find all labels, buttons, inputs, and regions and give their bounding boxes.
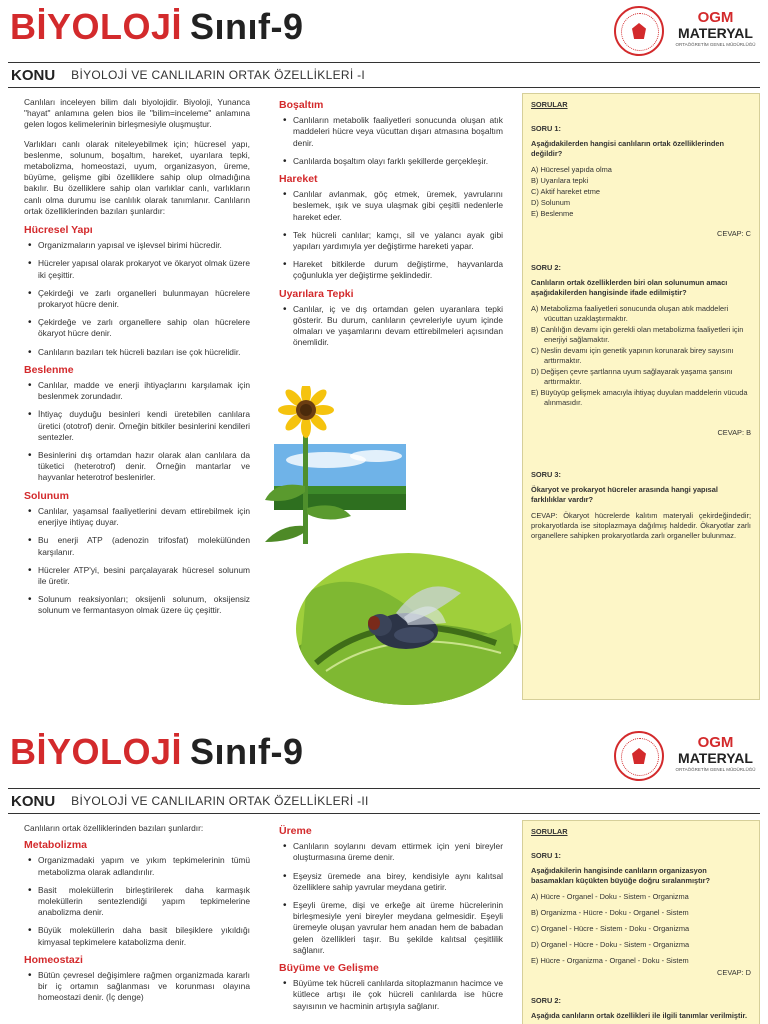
bullet-list-homeostazi [24, 970, 250, 1004]
bullet-list-solunum [24, 506, 250, 617]
question-1: SORU 1: Aşağıdakilerden hangisi canlıların ortak özelliklerinden değildir? A) Hücresel yapıda olma B) Uyarılara tepki C) Aktif hareket etme D) Solunum E) Beslenme CEVAP: C [531, 124, 751, 238]
list-item: • Organizmaların yapısal ve işlevsel birimi hücredir. [24, 240, 250, 251]
list-item: • Bütün çevresel değişimlere rağmen organizmada kararlı bir iç ortamın sağlanması ve korunması olayına homeostazi denir. (İç denge) [24, 970, 250, 1004]
list-item: • Hücreler ATP'yi, besini parçalayarak hücresel solunum ile üretir. [24, 565, 250, 587]
list-item: • Tek hücreli canlılar; kamçı, sil ve yalancı ayak gibi yapıları yardımıyla yer değiştirme hareketi yapar. [279, 230, 503, 252]
list-item: • Hareket bitkilerde durum değiştirme, hayvanlarda çoğunlukla yer değiştirme şeklindedir. [279, 259, 503, 281]
column-middle [279, 94, 503, 356]
page-title: BİYOLOJİ Sınıf-9 [10, 731, 304, 772]
list-item: • Çekirdeğe ve zarlı organellere sahip olan hücrelere ökaryot hücre denir. [24, 317, 250, 339]
bullet-list-bosaltim [279, 115, 503, 167]
list-item: • Hücreler yapısal olarak prokaryot ve ökaryot olmak üzere iki çeşittir. [24, 258, 250, 280]
list-item: • Çekirdeği ve zarlı organelleri bulunmayan hücrelere prokaryot hücre denir. [24, 288, 250, 310]
question-2: SORU 2: Canlıların ortak özelliklerden biri olan solunumun amacı aşağıdakilerden hangisinde ifade edilmiştir? A) Metabolizma faaliyetleri sonucunda oluşan atık maddeleri vücuttan uzaklaştırmaktır. B) Canlılığın devamı için gerekli olan metabolizma faaliyetleri için enerjiyi sağlamaktır. C) Neslin devamı için genetik yapının korunarak birey sayısını arttırmaktır. D) Değişen çevre şartlarına uyum sağlayarak yaşama şansını arttırmaktır. E) Büyüyüp gelişmek amacıyla ihtiyaç duyulan maddelerin vücuda alınmasıdır. CEVAP: B [531, 263, 751, 437]
list-item: • Canlılarda boşaltım olayı farklı şekillerde gerçekleşir. [279, 156, 503, 167]
questions-box [522, 93, 760, 700]
answer-option: A) Hücresel yapıda olma [531, 165, 612, 174]
list-item: • Canlıların soylarını devam ettirmek için yeni bireyler oluşturmasına üreme denir. [279, 841, 503, 863]
topic-bar: KONU BİYOLOJİ VE CANLILARIN ORTAK ÖZELLİKLERİ -II [8, 788, 760, 814]
section-heading-beslenme: Beslenme [24, 363, 74, 376]
bullet-list-uyarilar [279, 304, 503, 349]
meb-seal-logo [614, 731, 664, 781]
intro-paragraph: Canlıların ortak özelliklerinden bazıları şunlardır: [24, 823, 204, 833]
answer-option: D) Organel - Hücre - Doku - Sistem - Organizma [531, 940, 690, 949]
bullet-list-buyume [279, 978, 503, 1012]
answer-option: A) Metabolizma faaliyetleri sonucunda oluşan atık maddeleri vücuttan uzaklaştırmaktır. [531, 304, 729, 323]
answer-option: C) Aktif hareket etme [531, 187, 601, 196]
list-item: • Canlılar avlanmak, göç etmek, üremek, yavrularını beslemek, ışık ve suya ulaşmak gibi çeşitli nedenlerle hareket eder. [279, 189, 503, 223]
flytrap-fly-image [296, 553, 521, 705]
questions-heading: SORULAR [531, 827, 568, 836]
intro-paragraph: Canlıları inceleyen bilim dalı biyolojidir. Biyoloji, Yunanca "hayat" anlamına gelen bios ile "bilim=inceleme" anlamına gelen logos kelimelerinin birleşmesiyle oluşmuştur. [24, 97, 250, 130]
ogm-materyal-logo: OGM MATERYAL ORTAÖĞRETİM GENEL MÜDÜRLÜĞÜ [675, 734, 756, 772]
list-item: • Büyük moleküllerin daha basit bileşiklere yıkıldığı kimyasal tepkimelere katabolizma denir. [24, 925, 250, 947]
answer-option: E) Beslenme [531, 209, 574, 218]
answer-key: CEVAP: D [717, 968, 751, 977]
question-2: SORU 2: Aşağıda canlıların ortak özellikleri ile ilgili tanımlar verilmiştir. [531, 996, 751, 1021]
section-heading-hareket: Hareket [279, 173, 318, 186]
bullet-list-ureme [279, 841, 503, 956]
answer-key: CEVAP: Ökaryot hücrelerde kalıtım materyali çekirdeğindedir; prokaryotlarda ise sitoplazmaya dağılmış haldedir. Ökaryotlar zarlı organellere sahipken prokaryotlarda zarlı organeller bulunmaz. [531, 511, 751, 540]
bullet-list-metabolizma [24, 855, 250, 947]
question-1: SORU 1: Aşağıdakilerin hangisinde canlıların organizasyon basamakları küçükten büyüğe doğru sıralanmıştır? A) Hücre - Organel - Doku - Sistem - Organizma B) Organizma - Hücre - Doku - Organel - Sistem C) Organel - Hücre - Sistem - Doku - Organizma D) Organel - Hücre - Doku - Sistem - Organizma E) Hücre - Organizma - Organel - Doku - Sistem CEVAP: D [531, 851, 751, 977]
list-item: • İhtiyaç duyduğu besinleri kendi üretebilen canlılara üretici (ototrof) denir. Örneğin bitkiler besinlerini kendileri sentezler. [24, 409, 250, 443]
list-item: • Canlılar, madde ve enerji ihtiyaçlarını karşılamak için beslenmek zorundadır. [24, 380, 250, 402]
section-heading-homeostazi: Homeostazi [24, 953, 83, 966]
section-heading-uyarilar: Uyarılara Tepki [279, 287, 354, 300]
list-item: • Canlılar, yaşamsal faaliyetlerini devam ettirebilmek için enerjiye ihtiyaç duyar. [24, 506, 250, 528]
column-left [24, 97, 250, 624]
answer-key: CEVAP: C [717, 229, 751, 238]
answer-option: B) Uyarılara tepki [531, 176, 589, 185]
question-text: Ökaryot ve prokaryot hücreler arasında hangi yapısal farklılıklar vardır? [531, 485, 718, 504]
list-item: • Büyüme tek hücreli canlılarda sitoplazmanın hacimce ve kütlece artışı ile çok hücreli canlılarda ise hücre sayısının ve hacminin artışıyla sağlanır. [279, 978, 503, 1012]
column-middle [279, 820, 503, 1019]
answer-option: C) Organel - Hücre - Sistem - Doku - Organizma [531, 924, 690, 933]
list-item: • Eşeyli üreme, dişi ve erkeğe ait üreme hücrelerinin birleşmesiyle yeni bireyler meydana gelmesidir. Eşeyli üremeyle oluşan yavrular hem anadan hem de babadan gelen özellikleri taşır. Bu şekilde kalıtsal çeşitlilik sağlanır. [279, 900, 503, 956]
question-text: Canlıların ortak özelliklerden biri olan solunumun amacı aşağıdakilerden hangisinde ifade edilmiştir? [531, 278, 728, 297]
list-item: • Bu enerji ATP (adenozin trifosfat) molekülünden karşılanır. [24, 535, 250, 557]
section-heading-buyume: Büyüme ve Gelişme [279, 962, 379, 975]
page-header [0, 0, 768, 62]
answer-option: A) Hücre - Organel - Doku - Sistem - Organizma [531, 892, 689, 901]
column-left [24, 823, 250, 1011]
section-heading-solunum: Solunum [24, 489, 69, 502]
answer-key: CEVAP: B [717, 428, 751, 437]
answer-option: D) Değişen çevre şartlarına uyum sağlayarak yaşama şansını arttırmaktır. [531, 367, 733, 386]
bullet-list-hareket [279, 189, 503, 281]
answer-option: D) Solunum [531, 198, 571, 207]
list-item: • Organizmadaki yapım ve yıkım tepkimelerinin tümü metabolizma olarak adlandırılır. [24, 855, 250, 877]
answer-option: E) Hücre - Organizma - Organel - Doku - Sistem [531, 956, 689, 965]
bullet-list-beslenme [24, 380, 250, 484]
sunflower-image [256, 386, 406, 546]
answer-option: E) Büyüyüp gelişmek amacıyla ihtiyaç duyulan maddelerin vücuda alınmasıdır. [531, 388, 748, 407]
question-text: Aşağıda canlıların ortak özellikleri ile ilgili tanımlar verilmiştir. [531, 1011, 748, 1020]
answer-option: B) Canlılığın devamı için gerekli olan metabolizma faaliyetleri için enerjiyi sağlamaktır. [531, 325, 744, 344]
section-heading-metabolizma: Metabolizma [24, 839, 88, 852]
answer-option: B) Organizma - Hücre - Doku - Organel - Sistem [531, 908, 689, 917]
ogm-materyal-logo: OGM MATERYAL ORTAÖĞRETİM GENEL MÜDÜRLÜĞÜ [675, 9, 756, 47]
question-3: SORU 3: Ökaryot ve prokaryot hücreler arasında hangi yapısal farklılıklar vardır? CEVAP: Ökaryot hücrelerde kalıtım materyali çekirdeğindedir; prokaryotlarda ise sitoplazmaya dağılmış haldedir. Ökaryotlar zarlı organellere sahipken prokaryotlarda zarlı organeller bulunmaz. [531, 470, 751, 540]
section-heading-hucresel: Hücresel Yapı [24, 224, 93, 237]
worksheet-page-2 [0, 725, 768, 1024]
list-item: • Solunum reaksiyonları; oksijenli solunum, oksijensiz solunum ve fermantasyon olmak üzere üç çeşittir. [24, 594, 250, 616]
answer-option: C) Neslin devamı için genetik yapının korunarak birey sayısını arttırmaktır. [531, 346, 734, 365]
list-item: • Besinlerini dış ortamdan hazır olarak alan canlılara da tüketici (heterotrof) denir. Örneğin mantarlar ve hayvanlar heterotrof beslenirler. [24, 450, 250, 484]
page-header [0, 725, 768, 787]
bullet-list-hucresel [24, 240, 250, 358]
section-heading-bosaltim: Boşaltım [279, 99, 324, 111]
list-item: • Canlılar, iç ve dış ortamdan gelen uyaranlara tepki gösterir. Bu durum, canlıların çevreleriyle uyum içinde olmaları ve yaşamlarını devam ettirebilmeleri açısından önemlidir. [279, 304, 503, 349]
meb-seal-logo [614, 6, 664, 56]
page-title: BİYOLOJİ Sınıf-9 [10, 6, 304, 47]
topic-title: BİYOLOJİ VE CANLILARIN ORTAK ÖZELLİKLERİ -I [71, 68, 366, 82]
topic-title: BİYOLOJİ VE CANLILARIN ORTAK ÖZELLİKLERİ -II [71, 794, 369, 808]
question-text: Aşağıdakilerden hangisi canlıların ortak özelliklerinden değildir? [531, 139, 725, 158]
questions-heading: SORULAR [531, 100, 568, 109]
intro-paragraph-2: Varlıkları canlı olarak niteleyebilmek için; hücresel yapı, beslenme, solunum, boşaltım, hareket, uyarılara tepki, metabolizma, homeostazi, uyum, organizasyon, üreme, büyüme, gelişme gibi özelliklere sahip olup olmadığına bakılır. Bu özelliklere sahip olan varlıklar canlı, varlıkların canlı olma durumu ise canlılık olarak tanımlanır. Canlıların ortak özelliklerinden bazıları şunlardır: [24, 138, 250, 216]
topic-bar: KONU BİYOLOJİ VE CANLILARIN ORTAK ÖZELLİKLERİ -I [8, 62, 760, 88]
list-item: • Eşeysiz üremede ana birey, kendisiyle aynı kalıtsal özelliklere sahip yavrular meydana getirir. [279, 871, 503, 893]
list-item: • Basit moleküllerin birleştirilerek daha karmaşık moleküllerin sentezlendiği yapım tepkimelerine anabolizma denir. [24, 885, 250, 919]
questions-box [522, 820, 760, 1024]
question-text: Aşağıdakilerin hangisinde canlıların organizasyon basamakları küçükten büyüğe doğru sıralanmıştır? [531, 866, 711, 885]
list-item: • Canlıların bazıları tek hücreli bazıları ise çok hücrelidir. [24, 347, 250, 358]
list-item: • Canlıların metabolik faaliyetleri sonucunda oluşan atık maddeleri hücre veya vücuttan dışarı atmasına boşaltım denir. [279, 115, 503, 149]
section-heading-ureme: Üreme [279, 825, 312, 837]
